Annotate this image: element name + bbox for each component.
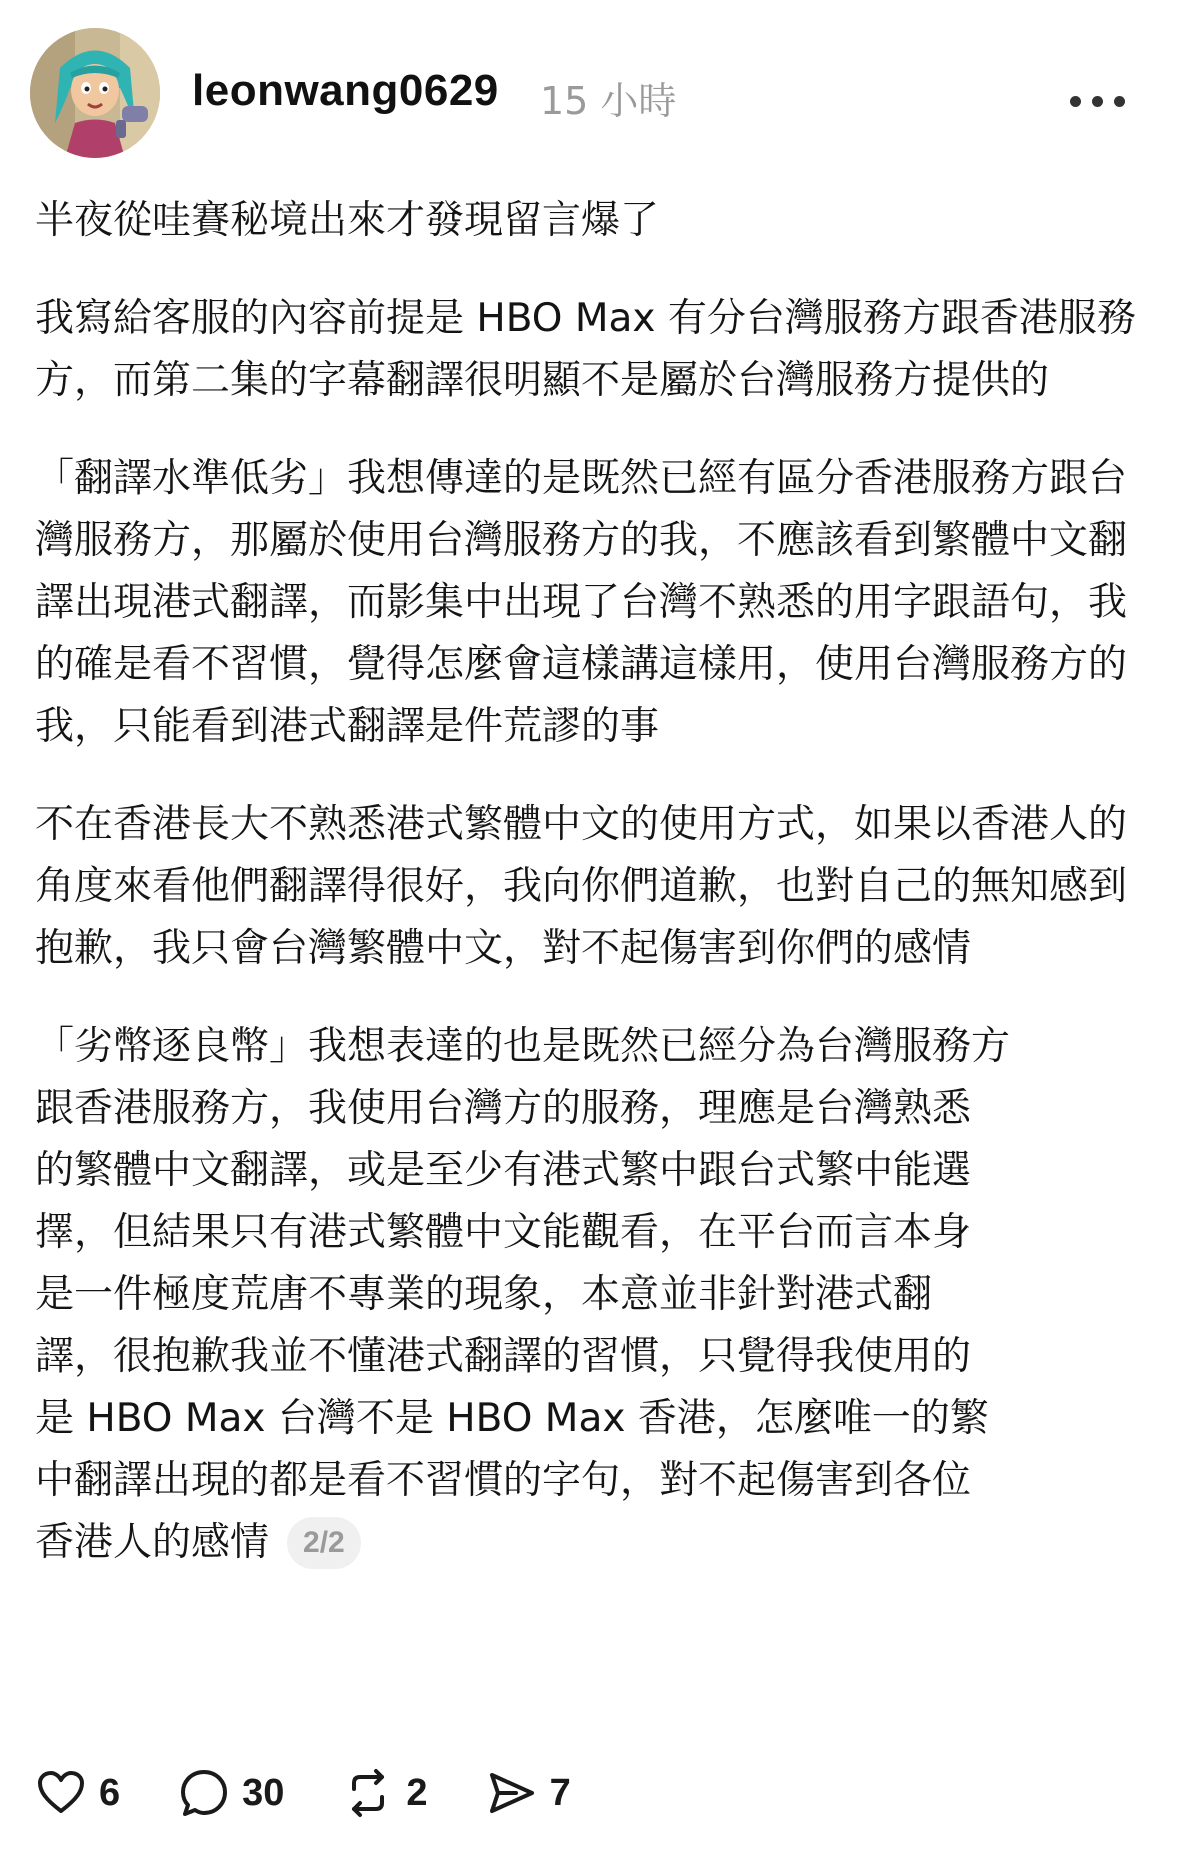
repost-button[interactable] [342, 1767, 427, 1819]
repost-icon [342, 1767, 394, 1819]
post-line: 是 HBO Max 台灣不是 HBO Max 香港，怎麼唯一的繁 [35, 1396, 989, 1441]
like-count: 6 [99, 1771, 121, 1814]
username[interactable]: leonwang0629 [192, 66, 499, 115]
post-paragraph: 不在香港長大不熟悉港式繁體中文的使用方式，如果以香港人的角度來看他們翻譯得很好，我向你們道歉，也對自己的無知感到抱歉，我只會台灣繁體中文，對不起傷害到你們的感情 [35, 802, 1128, 971]
post-line: 中翻譯出現的都是看不習慣的字句，對不起傷害到各位 [35, 1458, 972, 1503]
heart-icon [35, 1767, 87, 1819]
post-line: 跟香港服務方，我使用台灣方的服務，理應是台灣熟悉 [35, 1086, 972, 1131]
send-icon [486, 1767, 538, 1819]
post-line: 是一件極度荒唐不專業的現象，本意並非針對港式翻 [35, 1272, 933, 1317]
post-paragraph: 「翻譯水準低劣」我想傳達的是既然已經有區分香港服務方跟台灣服務方，那屬於使用台灣服務方的我，不應該看到繁體中文翻譯出現港式翻譯，而影集中出現了台灣不熟悉的用字跟語句，我的確是看不習慣，覺得怎麼會這樣講這樣用，使用台灣服務方的我，只能看到港式翻譯是件荒謬的事 [35, 456, 1128, 749]
avatar-illustration [30, 28, 160, 158]
more-options-icon[interactable] [1070, 86, 1130, 116]
reply-count: 30 [242, 1771, 285, 1814]
comment-icon [178, 1767, 230, 1819]
avatar[interactable] [30, 28, 160, 158]
post-timestamp: 15 小時 [540, 79, 677, 123]
post-line-final [35, 1512, 1150, 1574]
post-line: 擇，但結果只有港式繁體中文能觀看，在平台而言本身 [35, 1210, 972, 1255]
share-button[interactable] [486, 1767, 571, 1819]
post-paragraph: 我寫給客服的內容前提是 HBO Max 有分台灣服務方跟香港服務方，而第二集的字幕翻譯很明顯不是屬於台灣服務方提供的 [35, 296, 1136, 403]
post-paragraph: 半夜從哇賽秘境出來才發現留言爆了 [35, 198, 660, 243]
more-dot [1092, 96, 1103, 107]
post-header [30, 28, 1150, 158]
share-count: 7 [549, 1771, 571, 1814]
post-line: 「劣幣逐良幣」我想表達的也是既然已經分為台灣服務方 [35, 1024, 1011, 1069]
post-line: 的繁體中文翻譯，或是至少有港式繁中跟台式繁中能選 [35, 1148, 972, 1193]
reply-button[interactable] [178, 1767, 284, 1819]
post-line: 香港人的感情 [35, 1520, 270, 1565]
page-indicator-badge: 2/2 [287, 1517, 361, 1569]
more-dot [1114, 96, 1125, 107]
more-dot [1070, 96, 1081, 107]
post-paragraph-last [35, 1016, 1150, 1574]
repost-count: 2 [406, 1771, 428, 1814]
post-line: 譯，很抱歉我並不懂港式翻譯的習慣，只覺得我使用的 [35, 1334, 972, 1379]
post-body [35, 190, 1150, 1574]
like-button[interactable] [35, 1767, 120, 1819]
action-bar [35, 1758, 629, 1828]
